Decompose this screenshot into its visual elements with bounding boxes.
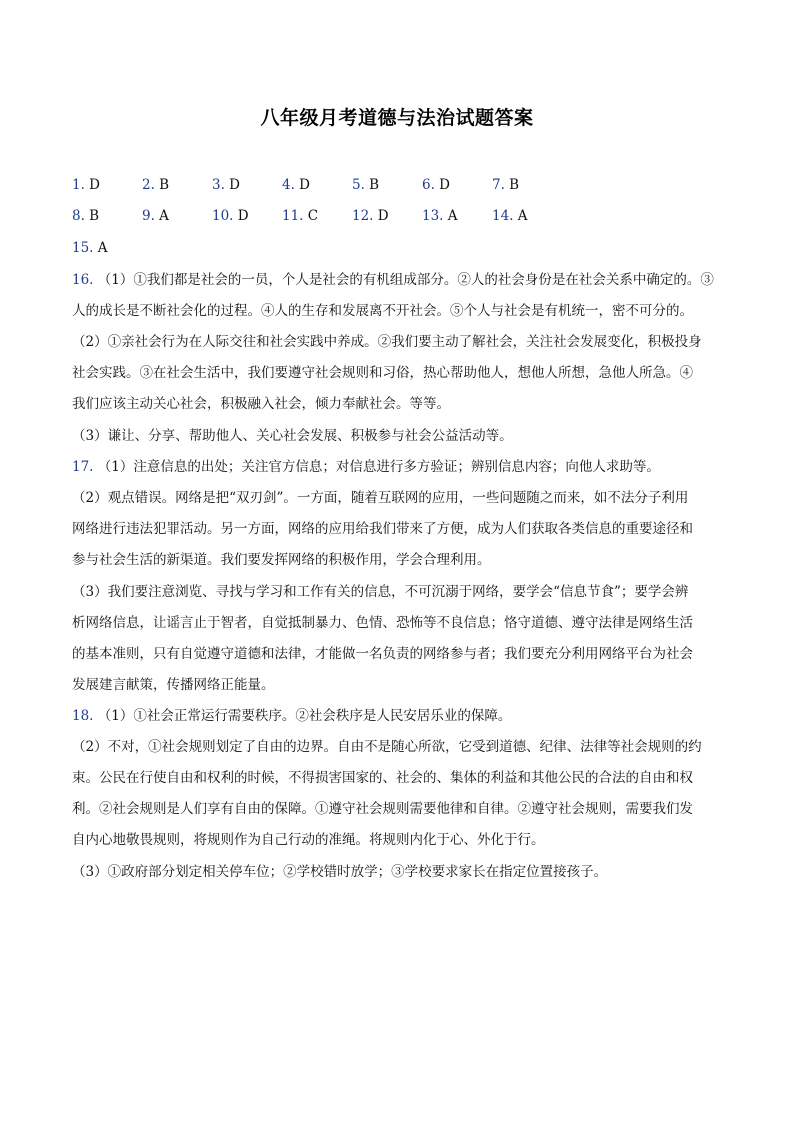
answer-line bbox=[72, 768, 732, 788]
mc-answer-item bbox=[72, 238, 108, 258]
answer-line bbox=[72, 457, 732, 477]
mc-answer-item bbox=[282, 206, 318, 226]
answer-line bbox=[72, 394, 732, 414]
question-number: 10. bbox=[212, 208, 234, 224]
question-number: 4. bbox=[282, 177, 295, 193]
answer-text: （1）注意信息的出处；关注官方信息；对信息进行多方验证；辨别信息内容；向他人求助等。 bbox=[97, 459, 660, 475]
answer-line bbox=[72, 830, 732, 850]
answer-line bbox=[72, 706, 732, 726]
answer-text: 我们应该主动关心社会，积极融入社会，倾力奉献社会。等等。 bbox=[72, 396, 450, 412]
answer-line bbox=[72, 426, 732, 446]
answer-line bbox=[72, 332, 732, 352]
answer-text: （1）①我们都是社会的一员，个人是社会的有机组成部分。②人的社会身份是在社会关系中确定的。③ bbox=[97, 272, 714, 288]
answer-text: （3）谦让、分享、帮助他人、关心社会发展、积极参与社会公益活动等。 bbox=[72, 428, 513, 444]
answer-text: 自内心地敬畏规则，将规则作为自己行动的准绳。将规则内化于心、外化于行。 bbox=[72, 832, 545, 848]
answer-text: 束。公民在行使自由和权利的时候，不得损害国家的、社会的、集体的利益和其他公民的合法的自由和权 bbox=[72, 770, 693, 786]
answer-text: 网络进行违法犯罪活动。另一方面，网络的应用给我们带来了方便，成为人们获取各类信息的重要途径和 bbox=[72, 521, 693, 537]
mc-answer-item bbox=[212, 206, 249, 226]
question-number: 13. bbox=[422, 208, 444, 224]
question-number: 8. bbox=[72, 208, 85, 224]
answer-text: 析网络信息，让谣言止于智者，自觉抵制暴力、色情、恐怖等不良信息；恪守道德、遵守法律是网络生活 bbox=[72, 615, 693, 631]
mc-answer-item bbox=[142, 206, 169, 226]
mc-answer-item bbox=[282, 175, 310, 195]
mc-answer-item bbox=[142, 175, 169, 195]
question-number: 14. bbox=[492, 208, 514, 224]
answer-letter: D bbox=[224, 177, 241, 193]
answer-line bbox=[72, 799, 732, 819]
question-number: 16. bbox=[72, 272, 98, 288]
answer-letter: D bbox=[294, 177, 311, 193]
mc-answer-item bbox=[422, 206, 458, 226]
answer-line bbox=[72, 675, 732, 695]
answer-line bbox=[72, 862, 732, 882]
answer-line bbox=[72, 301, 732, 321]
question-number: 5. bbox=[352, 177, 365, 193]
answer-letter: B bbox=[154, 177, 170, 193]
answer-letter: D bbox=[84, 177, 101, 193]
answer-letter: B bbox=[504, 177, 520, 193]
answer-letter: D bbox=[233, 208, 249, 224]
answer-line bbox=[72, 644, 732, 664]
answer-letter: A bbox=[443, 208, 458, 224]
mc-answer-item bbox=[492, 206, 528, 226]
answer-text: 人的成长是不断社会化的过程。④人的生存和发展离不开社会。⑤个人与社会是有机统一，密不可分的。 bbox=[72, 303, 693, 319]
question-number: 11. bbox=[282, 208, 304, 224]
answer-line bbox=[72, 613, 732, 633]
mc-answer-item bbox=[72, 175, 100, 195]
answer-text: （2）观点错误。网络是把“双刃剑”。一方面，随着互联网的应用，一些问题随之而来，如不法分子利用 bbox=[72, 490, 689, 506]
answer-text: 参与社会生活的新渠道。我们要发挥网络的积极作用，学会合理利用。 bbox=[72, 552, 491, 568]
mc-answer-item bbox=[422, 175, 450, 195]
question-number: 12. bbox=[352, 208, 374, 224]
answer-line bbox=[72, 582, 732, 602]
answer-line bbox=[72, 488, 732, 508]
answer-text: 社会实践。③在社会生活中，我们要遵守社会规则和习俗，热心帮助他人，想他人所想，急他人所急。④ bbox=[72, 365, 693, 381]
mc-answer-item bbox=[352, 206, 389, 226]
answer-text: （3）我们要注意浏览、寻找与学习和工作有关的信息，不可沉溺于网络，要学会“信息节食”；要学会辨 bbox=[72, 584, 689, 600]
question-number: 1. bbox=[72, 177, 85, 193]
answer-text: （1）①社会正常运行需要秩序。②社会秩序是人民安居乐业的保障。 bbox=[97, 708, 512, 724]
mc-answer-item bbox=[72, 206, 99, 226]
question-number: 17. bbox=[72, 459, 98, 475]
page-title: 八年级月考道德与法治试题答案 bbox=[260, 107, 534, 129]
question-number: 9. bbox=[142, 208, 155, 224]
answer-text: 发展建言献策，传播网络正能量。 bbox=[72, 677, 275, 693]
answer-letter: B bbox=[364, 177, 380, 193]
mc-answer-item bbox=[492, 175, 519, 195]
answer-line bbox=[72, 550, 732, 570]
answer-letter: A bbox=[154, 208, 169, 224]
answer-letter: D bbox=[373, 208, 389, 224]
mc-answer-item bbox=[212, 175, 240, 195]
answer-text: （2）①亲社会行为在人际交往和社会实践中养成。②我们要主动了解社会，关注社会发展变化，积极投身 bbox=[72, 334, 702, 350]
question-number: 2. bbox=[142, 177, 155, 193]
answer-text: 的基本准则，只有自觉遵守道德和法律，才能做一名负责的网络参与者；我们要充分利用网络平台为社会 bbox=[72, 646, 693, 662]
question-number: 18. bbox=[72, 708, 98, 724]
answer-text: （3）①政府部分划定相关停车位；②学校错时放学；③学校要求家长在指定位置接孩子。 bbox=[72, 864, 608, 880]
question-number: 7. bbox=[492, 177, 505, 193]
answer-text: （2）不对，①社会规则划定了自由的边界。自由不是随心所欲，它受到道德、纪律、法律等社会规则的约 bbox=[72, 739, 702, 755]
question-number: 6. bbox=[422, 177, 435, 193]
answer-line bbox=[72, 270, 732, 290]
question-number: 3. bbox=[212, 177, 225, 193]
answer-letter: D bbox=[434, 177, 451, 193]
answer-line bbox=[72, 363, 732, 383]
answer-text: 利。②社会规则是人们享有自由的保障。①遵守社会规则需要他律和自律。②遵守社会规则，需要我们发 bbox=[72, 801, 693, 817]
answer-letter: A bbox=[513, 208, 528, 224]
question-number: 15. bbox=[72, 240, 94, 256]
answer-letter: A bbox=[93, 240, 108, 256]
answer-letter: B bbox=[84, 208, 100, 224]
answer-line bbox=[72, 519, 732, 539]
answer-letter: C bbox=[303, 208, 319, 224]
mc-answer-item bbox=[352, 175, 379, 195]
answer-line bbox=[72, 737, 732, 757]
